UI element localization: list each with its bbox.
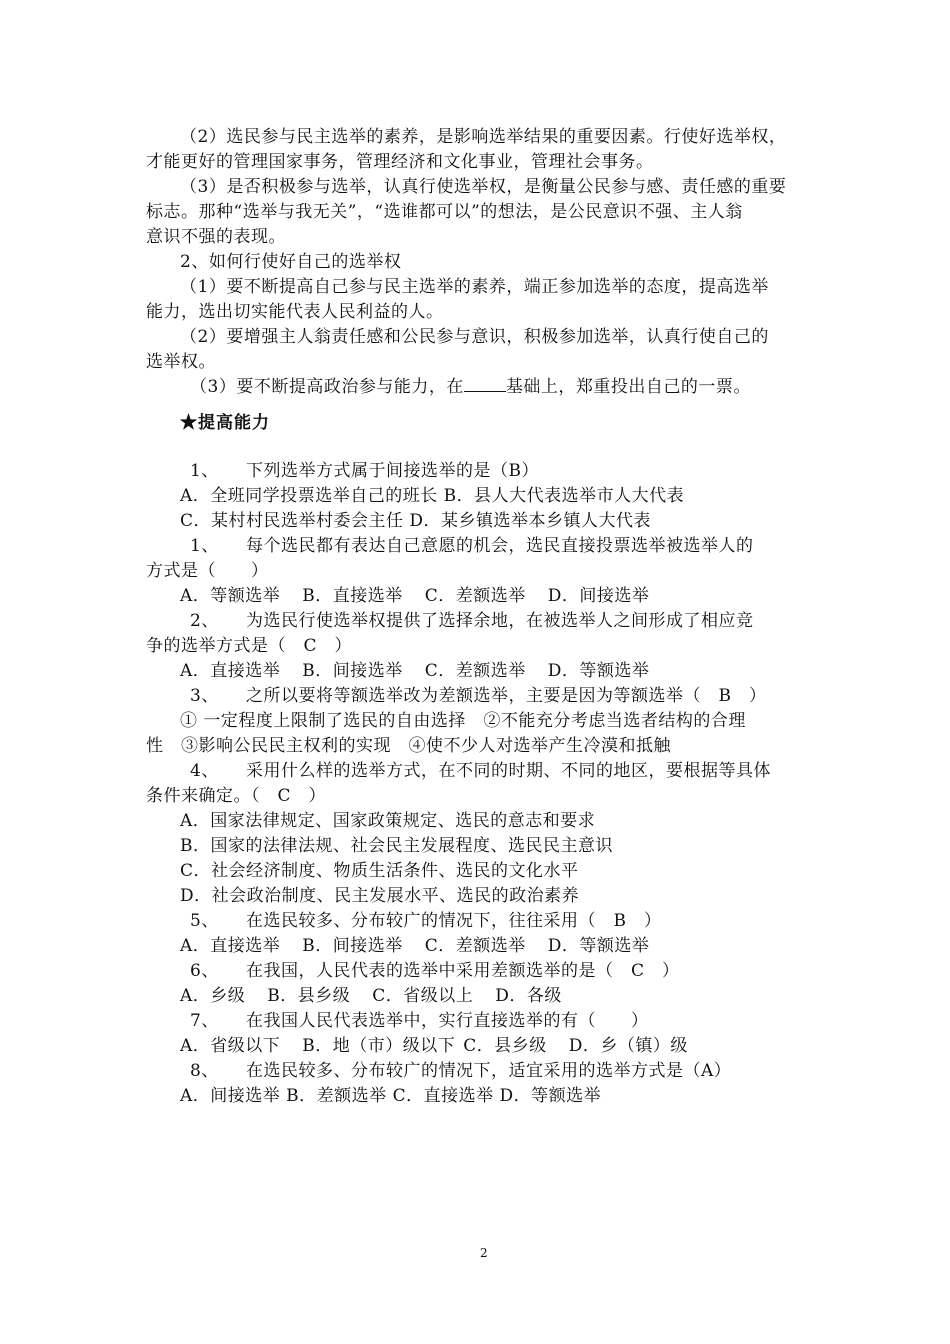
fill-blank bbox=[464, 377, 506, 392]
option-a: A．乡级 bbox=[180, 986, 246, 1006]
q4-line2: 条件来确定。（ C ） bbox=[146, 786, 327, 806]
option-d: D．各级 bbox=[495, 986, 562, 1006]
option-d: D．等额选举 bbox=[547, 936, 650, 956]
question-number: 7、 bbox=[190, 1011, 219, 1031]
question-text: 在我国人民代表选举中，实行直接选举的有（ ） bbox=[246, 1011, 649, 1031]
question-text: 在我国，人民代表的选举中采用差额选举的是（ C ） bbox=[246, 961, 680, 981]
para5-pre: （3）要不断提高政治参与能力，在 bbox=[190, 377, 464, 397]
question-number: 1、 bbox=[190, 536, 219, 556]
option-d: D．等额选举 bbox=[547, 661, 650, 681]
question-number: 4、 bbox=[190, 761, 219, 781]
q1-line2: 方式是（ ） bbox=[146, 561, 269, 581]
option-b: B．间接选举 bbox=[302, 936, 403, 956]
question-text: 在选民较多、分布较广的情况下，适宜采用的选举方式是（A） bbox=[246, 1061, 732, 1081]
para1-line2: 才能更好的管理国家事务，管理经济和文化事业，管理社会事务。 bbox=[146, 152, 654, 172]
question-3 bbox=[190, 684, 854, 708]
q0-options-2: C．某村村民选举村委会主任 D．某乡镇选举本乡镇人大代表 bbox=[180, 511, 652, 531]
para1-line1: （2）选民参与民主选举的素养，是影响选举结果的重要因素。行使好选举权， bbox=[180, 127, 787, 147]
question-text: 之所以要将等额选举改为差额选举，主要是因为等额选举（ B ） bbox=[246, 686, 767, 706]
q5-options bbox=[180, 934, 844, 958]
question-text: 采用什么样的选举方式，在不同的时期、不同的地区，要根据等具体 bbox=[246, 761, 771, 781]
question-2 bbox=[190, 609, 854, 633]
q2-line2: 争的选举方式是（ C ） bbox=[146, 636, 353, 656]
option-a: A．等额选举 bbox=[180, 586, 281, 606]
q7-options bbox=[180, 1034, 844, 1058]
q3-line3: 性 ③影响公民民主权利的实现 ④使不少人对选举产生冷漠和抵触 bbox=[146, 736, 671, 756]
question-number: 3、 bbox=[190, 686, 219, 706]
question-number: 2、 bbox=[190, 611, 219, 631]
q3-line2: ① 一定程度上限制了选民的自由选择 ②不能充分考虑当选者结构的合理 bbox=[180, 711, 746, 731]
q4-option-d: D．社会政治制度、民主发展水平、选民的政治素养 bbox=[180, 886, 580, 906]
q4-option-b: B．国家的法律法规、社会民主发展程度、选民民主意识 bbox=[180, 836, 613, 856]
para5-post: 基础上，郑重投出自己的一票。 bbox=[505, 377, 751, 397]
option-b: B．直接选举 bbox=[302, 586, 403, 606]
question-text: 每个选民都有表达自己意愿的机会，选民直接投票选举被选举人的 bbox=[246, 536, 754, 556]
q0-options-1: A．全班同学投票选举自己的班长 B．县人大代表选举市人大代表 bbox=[180, 486, 685, 506]
q8-options: A．间接选举 B．差额选举 C．直接选举 D．等额选举 bbox=[180, 1086, 602, 1106]
para4-line2: 选举权。 bbox=[146, 352, 216, 372]
para2-line3: 意识不强的表现。 bbox=[146, 227, 286, 247]
option-c: C．差额选举 bbox=[424, 661, 526, 681]
question-text: 为选民行使选举权提供了选择余地，在被选举人之间形成了相应竞 bbox=[246, 611, 754, 631]
question-number: 1、 bbox=[190, 461, 219, 481]
option-a: A．直接选举 bbox=[180, 661, 281, 681]
option-d: D．间接选举 bbox=[547, 586, 650, 606]
question-5 bbox=[190, 909, 854, 933]
q1-options bbox=[180, 584, 844, 608]
question-6 bbox=[190, 959, 854, 983]
para2-line2: 标志。那种“选举与我无关”，“选谁都可以”的想法，是公民意识不强、主人翁 bbox=[146, 202, 743, 222]
section-heading: ★提高能力 bbox=[180, 413, 270, 433]
question-text: 在选民较多、分布较广的情况下，往往采用（ B ） bbox=[246, 911, 662, 931]
question-number: 6、 bbox=[190, 961, 219, 981]
para3-line1: （1）要不断提高自己参与民主选举的素养，端正参加选举的态度，提高选举 bbox=[180, 277, 769, 297]
q4-option-a: A．国家法律规定、国家政策规定、选民的意志和要求 bbox=[180, 811, 596, 831]
option-c: C．差额选举 bbox=[424, 586, 526, 606]
para2-line1: （3）是否积极参与选举，认真行使选举权，是衡量公民参与感、责任感的重要 bbox=[180, 177, 787, 197]
q2-options bbox=[180, 659, 844, 683]
para5-line bbox=[190, 375, 854, 399]
question-number: 8、 bbox=[190, 1061, 219, 1081]
option-c: C．县乡级 bbox=[463, 1036, 547, 1056]
q6-options bbox=[180, 984, 844, 1008]
question-number: 5、 bbox=[190, 911, 219, 931]
question-8 bbox=[190, 1059, 854, 1083]
option-b: B．县乡级 bbox=[267, 986, 351, 1006]
section2-title: 2、如何行使好自己的选举权 bbox=[180, 252, 402, 272]
question-text: 下列选举方式属于间接选举的是（B） bbox=[246, 461, 539, 481]
q4-option-c: C．社会经济制度、物质生活条件、选民的文化水平 bbox=[180, 861, 579, 881]
option-c: C．差额选举 bbox=[424, 936, 526, 956]
option-b: B．间接选举 bbox=[302, 661, 403, 681]
option-a: A．省级以下 bbox=[180, 1036, 281, 1056]
question-4 bbox=[190, 759, 854, 783]
option-c: C．省级以上 bbox=[372, 986, 474, 1006]
question-0 bbox=[190, 459, 854, 483]
question-7 bbox=[190, 1009, 854, 1033]
option-a: A．直接选举 bbox=[180, 936, 281, 956]
para3-line2: 能力，选出切实能代表人民利益的人。 bbox=[146, 302, 444, 322]
para4-line1: （2）要增强主人翁责任感和公民参与意识，积极参加选举，认真行使自己的 bbox=[180, 327, 769, 347]
page-number: 2 bbox=[480, 1246, 488, 1260]
question-1 bbox=[190, 534, 854, 558]
option-b: B．地（市）级以下 bbox=[302, 1036, 456, 1056]
option-d: D．乡（镇）级 bbox=[568, 1036, 688, 1056]
